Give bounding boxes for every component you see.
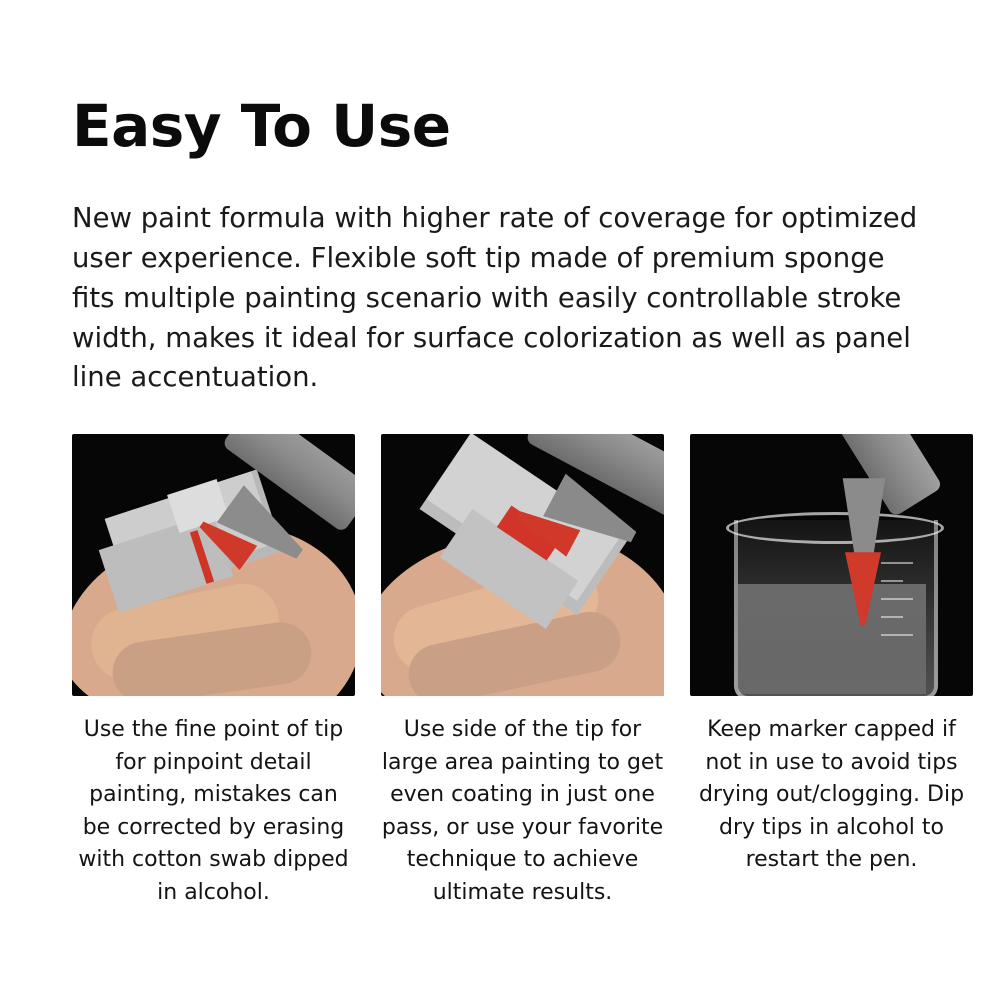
photo-side-of-tip-large-area bbox=[381, 434, 664, 696]
feature-card bbox=[381, 434, 664, 909]
photo-fine-point-detail bbox=[72, 434, 355, 696]
feature-card-list bbox=[72, 398, 965, 909]
intro-paragraph: New paint formula with higher rate of coverage for optimized user experience. Flexible soft tip made of premium sponge fits multiple painting scenario with easily controllable stroke width, makes it ideal for surface colorization as well as panel line accentuation. bbox=[72, 201, 918, 394]
card-caption: Use the fine point of tip for pinpoint detail painting, mistakes can be corrected by erasing with cotton swab dipped in alcohol. bbox=[78, 717, 349, 905]
feature-card bbox=[690, 434, 973, 909]
card-caption: Use side of the tip for large area painting to get even coating in just one pass, or use your favorite technique to achieve ultimate results. bbox=[381, 717, 664, 905]
page-title: Easy To Use bbox=[72, 92, 451, 160]
marker-body bbox=[825, 434, 943, 517]
photo-dip-tip-in-alcohol bbox=[690, 434, 973, 696]
card-caption: Keep marker capped if not in use to avoid tips drying out/clogging. Dip dry tips in alcohol to restart the pen. bbox=[698, 717, 965, 873]
beaker-graduations bbox=[881, 562, 921, 672]
feature-card bbox=[72, 434, 355, 909]
